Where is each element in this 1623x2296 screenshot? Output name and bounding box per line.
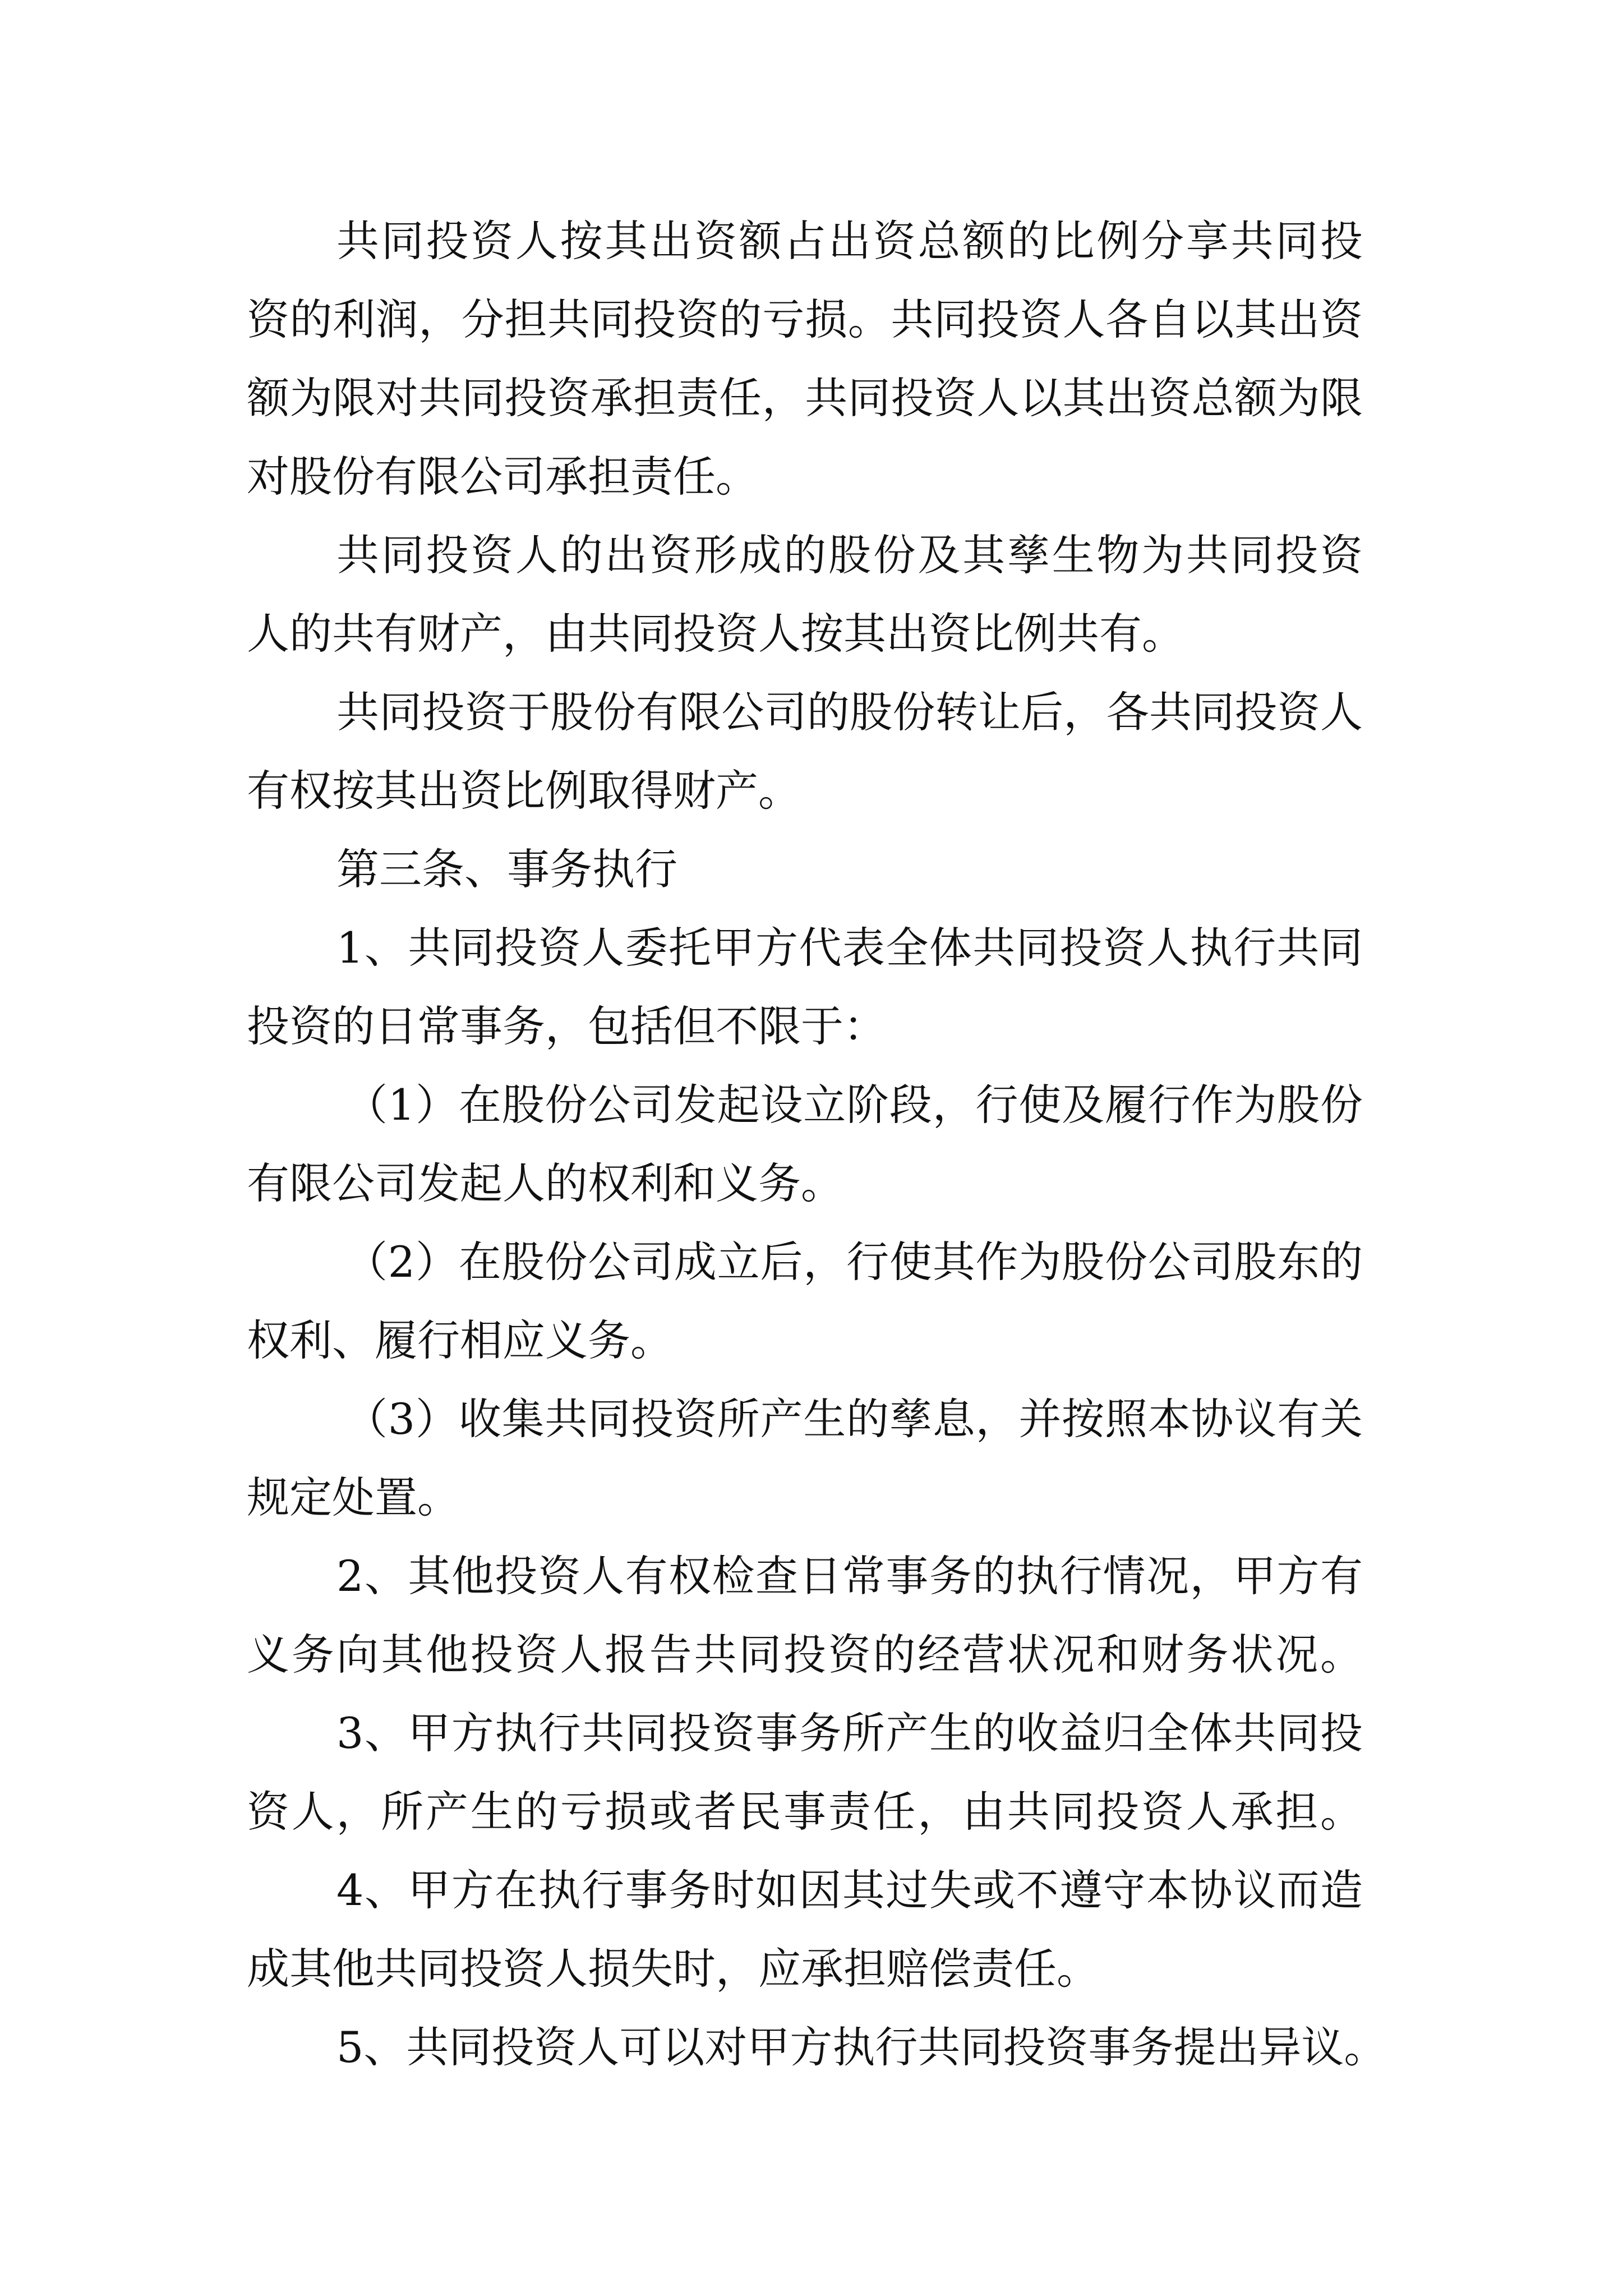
paragraph-line: 有权按其出资比例取得财产。 bbox=[247, 766, 801, 816]
paragraph-line: 额为限对共同投资承担责任，共同投资人以其出资总额为限 bbox=[247, 373, 1363, 423]
paragraph-line: （1）在股份公司发起设立阶段，行使及履行作为股份 bbox=[345, 1080, 1363, 1130]
paragraph-line: 资的利润，分担共同投资的亏损。共同投资人各自以其出资 bbox=[247, 295, 1363, 344]
paragraph-line: 有限公司发起人的权利和义务。 bbox=[247, 1158, 843, 1208]
paragraph-line: 义务向其他投资人报告共同投资的经营状况和财务状况。 bbox=[247, 1630, 1363, 1680]
paragraph-line: 4、甲方在执行事务时如因其过失或不遵守本协议而造 bbox=[336, 1865, 1363, 1915]
paragraph-line: 对股份有限公司承担责任。 bbox=[247, 452, 758, 501]
paragraph-line: 共同投资人按其出资额占出资总额的比例分享共同投 bbox=[336, 216, 1363, 266]
paragraph-line: 5、共同投资人可以对甲方执行共同投资事务提出异议。 bbox=[336, 2022, 1387, 2072]
paragraph-line: 人的共有财产，由共同投资人按其出资比例共有。 bbox=[247, 609, 1184, 659]
paragraph-line: 成其他共同投资人损失时，应承担赔偿责任。 bbox=[247, 1944, 1099, 1994]
paragraph-line: 投资的日常事务，包括但不限于： bbox=[247, 1001, 886, 1051]
paragraph-line: 共同投资于股份有限公司的股份转让后，各共同投资人 bbox=[336, 687, 1363, 737]
section-heading: 第三条、事务执行 bbox=[336, 844, 677, 894]
paragraph-line: 资人，所产生的亏损或者民事责任，由共同投资人承担。 bbox=[247, 1787, 1363, 1837]
paragraph-line: 权利、履行相应义务。 bbox=[247, 1315, 673, 1365]
paragraph-line: （3）收集共同投资所产生的孳息，并按照本协议有关 bbox=[345, 1394, 1363, 1444]
paragraph-line: （2）在股份公司成立后，行使其作为股份公司股东的 bbox=[345, 1237, 1363, 1287]
paragraph-line: 3、甲方执行共同投资事务所产生的收益归全体共同投 bbox=[336, 1708, 1363, 1758]
paragraph-line: 规定处置。 bbox=[247, 1473, 460, 1522]
paragraph-line: 1、共同投资人委托甲方代表全体共同投资人执行共同 bbox=[336, 923, 1363, 973]
paragraph-line: 共同投资人的出资形成的股份及其孳生物为共同投资 bbox=[336, 530, 1363, 580]
paragraph-line: 2、其他投资人有权检查日常事务的执行情况，甲方有 bbox=[336, 1551, 1363, 1601]
